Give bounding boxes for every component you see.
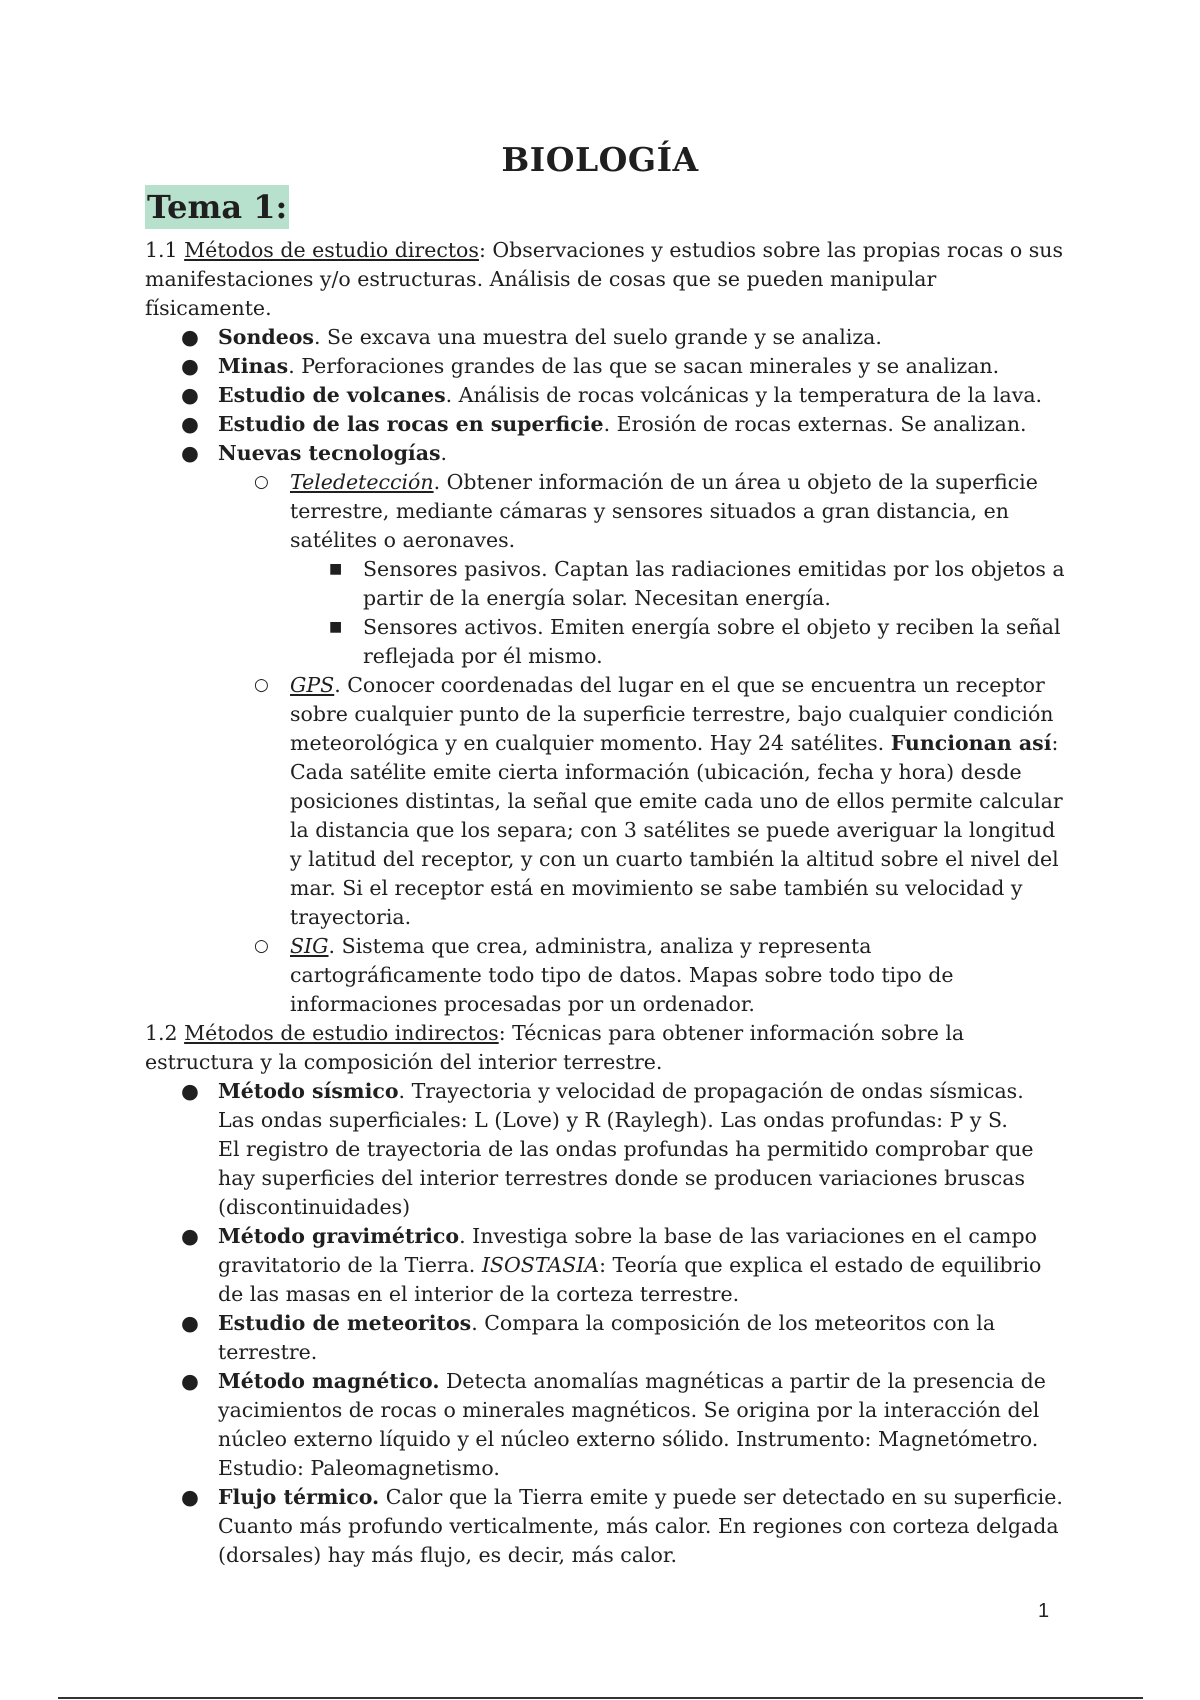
list-item-sensores-activos: [145, 613, 1065, 671]
list-item: [145, 323, 1065, 352]
item-term: Método gravimétrico: [218, 1224, 460, 1248]
item-text: .: [440, 441, 448, 465]
paragraph-text: : Observaciones y estudios sobre las propias rocas o sus manifestaciones y/o estructuras. Análisis de cosas que se pueden manipular físicamente.: [145, 238, 1063, 320]
item-term: Estudio de volcanes: [218, 383, 446, 407]
list-item-sig: [145, 932, 1065, 1019]
item-text: . Perforaciones grandes de las que se sacan minerales y se analizan.: [288, 354, 1000, 378]
item-text: Sensores pasivos. Captan las radiaciones emitidas por los objetos a partir de la energía solar. Necesitan energía.: [363, 557, 1065, 610]
list-direct-methods: [145, 323, 1065, 1019]
item-term: Nuevas tecnologías: [218, 441, 441, 465]
item-term: Teledetección: [290, 470, 434, 494]
list-item-gps: [145, 671, 1065, 932]
item-text: Detecta anomalías magnéticas a partir de la presencia de yacimientos de rocas o minerales magnéticos. Se origina por la interacción del núcleo externo líquido y el núcleo externo sólido. Instrumento: Magnetómetro. Estudio: Paleomagnetismo.: [218, 1369, 1046, 1480]
paragraph-1-1: [145, 236, 1065, 323]
list-item-sismico: [145, 1077, 1065, 1222]
item-text: . Trayectoria y velocidad de propagación de ondas sísmicas. Las ondas superficiales: L (Love) y R (Raylegh). Las ondas profundas: P y S.: [218, 1079, 1024, 1132]
section-number: 1.2: [145, 1021, 185, 1045]
square-bullet-icon: ■: [329, 561, 343, 577]
bullet-icon: ●: [181, 412, 199, 436]
item-term: Flujo térmico.: [218, 1485, 380, 1509]
item-term: SIG: [290, 934, 329, 958]
bullet-icon: ●: [181, 441, 199, 465]
paragraph-1-2: [145, 1019, 1065, 1077]
footer-divider: [58, 1697, 1143, 1699]
list-item: [145, 352, 1065, 381]
bullet-icon: ●: [181, 1311, 199, 1335]
section-number: 1.1: [145, 238, 185, 262]
item-text: : Teoría que explica el estado de equilibrio de las masas en el interior de la corteza terrestre.: [218, 1253, 1042, 1306]
page-number: 1: [1038, 1600, 1050, 1622]
item-term: Sondeos: [218, 325, 314, 349]
list-item-flujo: [145, 1483, 1065, 1570]
circle-bullet-icon: ○: [254, 675, 269, 695]
list-item-teledeteccion: [145, 468, 1065, 555]
item-term: Método magnético.: [218, 1369, 440, 1393]
list-item-gravimetrico: [145, 1222, 1065, 1309]
subsection-heading: Métodos de estudio indirectos: [184, 1021, 499, 1045]
item-text: . Se excava una muestra del suelo grande y se analiza.: [313, 325, 882, 349]
item-emphasis: Funcionan así: [890, 731, 1052, 755]
list-item: [145, 439, 1065, 468]
paragraph-text: : Técnicas para obtener información sobre la estructura y la composición del interior terrestre.: [145, 1021, 965, 1074]
item-emphasis: ISOSTASIA: [481, 1253, 600, 1277]
list-item: [145, 410, 1065, 439]
item-text: . Sistema que crea, administra, analiza y representa cartográficamente todo tipo de datos. Mapas sobre todo tipo de informaciones procesadas por un ordenador.: [290, 934, 954, 1016]
item-text: Sensores activos. Emiten energía sobre el objeto y reciben la señal reflejada por él mismo.: [363, 615, 1061, 668]
item-term: Estudio de las rocas en superficie: [218, 412, 604, 436]
list-item: [145, 381, 1065, 410]
circle-bullet-icon: ○: [254, 936, 269, 956]
bullet-icon: ●: [181, 1369, 199, 1393]
list-item-sensores-pasivos: [145, 555, 1065, 613]
list-indirect-methods: [145, 1077, 1065, 1570]
item-term: Minas: [218, 354, 289, 378]
item-text: . Erosión de rocas externas. Se analizan.: [603, 412, 1027, 436]
item-text: . Análisis de rocas volcánicas y la temperatura de la lava.: [445, 383, 1043, 407]
section-heading-tema: Tema 1:: [145, 185, 289, 229]
bullet-icon: ●: [181, 1485, 199, 1509]
subsection-heading: Métodos de estudio directos: [184, 238, 479, 262]
item-text: Calor que la Tierra emite y puede ser detectado en su superficie. Cuanto más profundo verticalmente, más calor. En regiones con corteza delgada (dorsales) hay más flujo, es decir, más calor.: [218, 1485, 1063, 1567]
item-text: . Conocer coordenadas del lugar en el que se encuentra un receptor sobre cualquier punto de la superficie terrestre, bajo cualquier condición meteorológica y en cualquier momento. Hay 24 satélites.: [290, 673, 1054, 755]
list-item-magnetico: [145, 1367, 1065, 1483]
bullet-icon: ●: [181, 1224, 199, 1248]
bullet-icon: ●: [181, 1079, 199, 1103]
list-item-meteoritos: [145, 1309, 1065, 1367]
circle-bullet-icon: ○: [254, 472, 269, 492]
document-title: BIOLOGÍA: [501, 140, 699, 179]
item-text: . Investiga sobre la base de las variaciones en el campo gravitatorio de la Tierra.: [218, 1224, 1037, 1277]
document-body: [145, 236, 1065, 1570]
item-term: GPS: [290, 673, 335, 697]
item-term: Método sísmico: [218, 1079, 399, 1103]
item-text: El registro de trayectoria de las ondas profundas ha permitido comprobar que hay superficies del interior terrestres donde se producen variaciones bruscas (discontinuidades): [218, 1137, 1034, 1219]
item-text: . Obtener información de un área u objeto de la superficie terrestre, mediante cámaras y sensores situados a gran distancia, en satélites o aeronaves.: [290, 470, 1038, 552]
square-bullet-icon: ■: [329, 619, 343, 635]
item-text: . Compara la composición de los meteoritos con la terrestre.: [218, 1311, 996, 1364]
item-term: Estudio de meteoritos: [218, 1311, 472, 1335]
bullet-icon: ●: [181, 325, 199, 349]
bullet-icon: ●: [181, 354, 199, 378]
item-text: : Cada satélite emite cierta información (ubicación, fecha y hora) desde posiciones distintas, la señal que emite cada uno de ellos permite calcular la distancia que los separa; con 3 satélites se puede averiguar la longitud y latitud del receptor, y con un cuarto también la altitud sobre el nivel del mar. Si el receptor está en movimiento se sabe también su velocidad y trayectoria.: [290, 731, 1063, 929]
bullet-icon: ●: [181, 383, 199, 407]
